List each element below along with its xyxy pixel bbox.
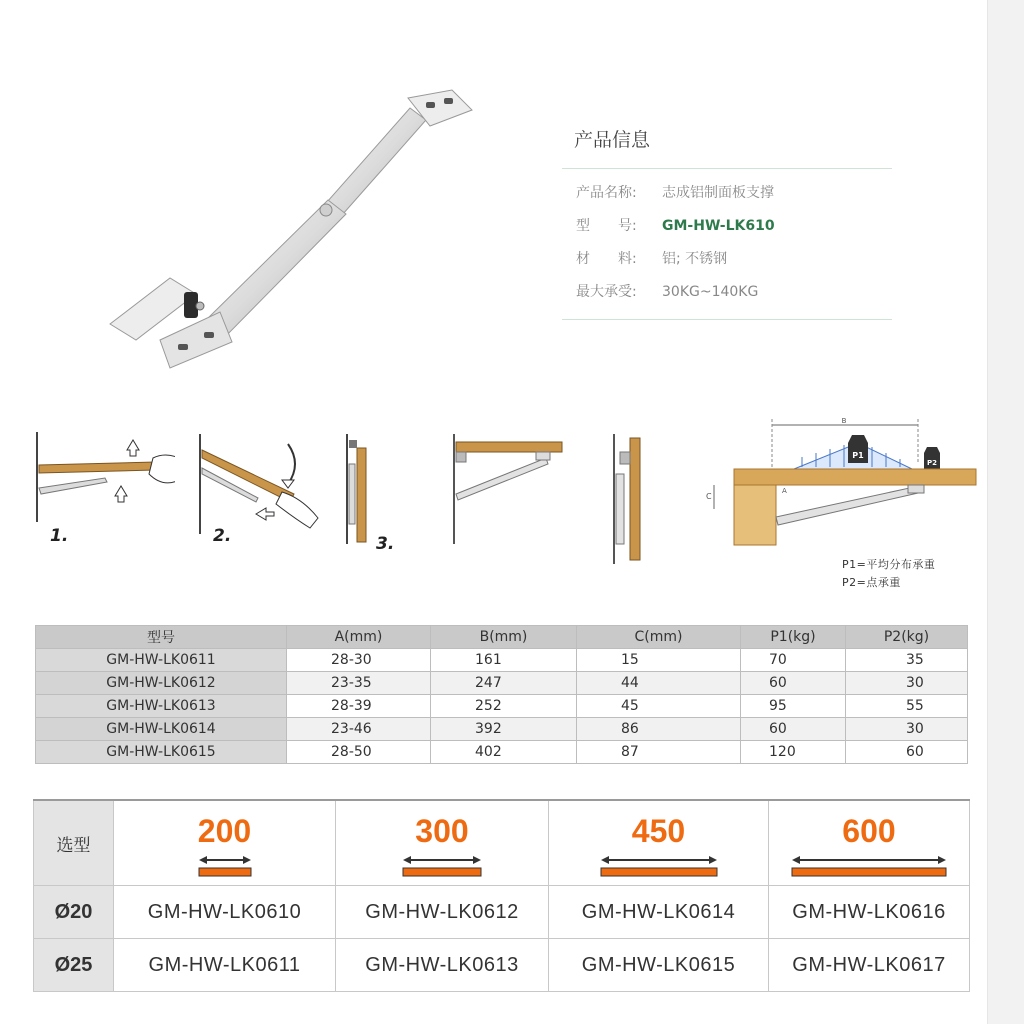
load-note-line-2: P2=点承重 [842,576,901,589]
cell-p2: 55 [846,695,968,718]
model-cell: GM-HW-LK0612 [336,886,549,939]
arrow-head-icon [938,856,946,864]
cell-a: 28-39 [287,695,431,718]
label-c: C [706,492,712,501]
info-label: 最大承受: [576,284,637,300]
cell-p2: 60 [846,741,968,764]
table-row [36,672,968,695]
diameter-row-20 [34,886,970,939]
cell-p2: 35 [846,649,968,672]
model-cell: GM-HW-LK0613 [336,939,549,992]
arrow-head-icon [199,856,207,864]
cell-p1: 120 [741,741,846,764]
size-value: 300 [415,813,469,849]
product-info-title: 产品信息 [574,129,651,151]
selection-table [33,799,970,992]
install-step-2-illustration [198,434,328,534]
spec-header-c: C(mm) [577,626,741,649]
diameter-row-25 [34,939,970,992]
table-row [36,695,968,718]
step-number-2: 2. [213,526,232,546]
length-bar [403,868,481,876]
arrow-head-icon [601,856,609,864]
label-a: A [782,487,787,495]
open-state-diagram [450,434,565,544]
cell-b: 247 [431,672,577,695]
label-p2: P2 [926,459,938,467]
info-value: 30KG~140KG [662,284,759,300]
size-value: 200 [197,813,252,849]
arrow-head-icon [792,856,800,864]
cell-c: 45 [577,695,741,718]
size-value: 450 [631,813,686,849]
cell-p2: 30 [846,672,968,695]
model-cell: GM-HW-LK0617 [769,939,970,992]
length-indicator-graphic [342,853,542,879]
step-number-3: 3. [376,534,395,554]
size-cell-450 [549,800,769,886]
cell-p2: 30 [846,718,968,741]
arrow-head-icon [243,856,251,864]
diameter-label: Ø25 [34,939,114,992]
model-cell: GM-HW-LK0615 [549,939,769,992]
model-cell: GM-HW-LK0610 [114,886,336,939]
cell-c: 87 [577,741,741,764]
spec-header-b: B(mm) [431,626,577,649]
size-row [34,800,970,886]
arrow-head-icon [473,856,481,864]
size-cell-200 [114,800,336,886]
cell-c: 44 [577,672,741,695]
cell-c: 86 [577,718,741,741]
table-row [36,649,968,672]
cell-p1: 60 [741,718,846,741]
cell-a: 23-35 [287,672,431,695]
install-step-3-illustration [343,434,383,544]
load-diagram [698,413,978,553]
model-cell: GM-HW-LK0611 [114,939,336,992]
length-indicator-graphic [769,853,969,879]
cell-p1: 95 [741,695,846,718]
info-row-max-load [562,276,892,309]
info-value: 志成铝制面板支撑 [662,185,774,201]
spec-table [35,625,968,764]
load-note-line-1: P1=平均分布承重 [842,558,936,571]
cell-b: 161 [431,649,577,672]
spec-header-a: A(mm) [287,626,431,649]
info-row-material [562,243,892,276]
length-indicator-graphic [125,853,325,879]
cell-b: 392 [431,718,577,741]
info-label: 材 料: [576,251,637,267]
model-cell: GM-HW-LK0616 [769,886,970,939]
cell-model: GM-HW-LK0611 [36,649,287,672]
size-cell-300 [336,800,549,886]
product-info-panel [562,120,892,320]
info-label: 型 号: [576,218,637,234]
info-value: 铝; 不锈钢 [662,251,728,267]
diameter-label: Ø20 [34,886,114,939]
load-legend-note [842,556,935,592]
page-edge-strip [988,0,1024,1024]
cell-c: 15 [577,649,741,672]
product-photo [100,80,500,380]
length-bar [601,868,717,876]
cell-model: GM-HW-LK0613 [36,695,287,718]
selection-corner-label: 选型 [34,800,114,886]
label-b: B [841,417,847,425]
info-value: GM-HW-LK610 [662,218,775,234]
model-cell: GM-HW-LK0614 [549,886,769,939]
install-step-1-illustration [35,432,175,522]
size-cell-600 [769,800,970,886]
info-label: 产品名称: [576,185,637,201]
cell-b: 402 [431,741,577,764]
arrow-head-icon [403,856,411,864]
table-row [36,741,968,764]
cell-model: GM-HW-LK0615 [36,741,287,764]
folded-state-diagram [610,434,650,564]
cell-p1: 60 [741,672,846,695]
info-row-model [562,210,892,243]
label-p1: P1 [852,451,864,460]
cell-a: 23-46 [287,718,431,741]
cell-a: 28-50 [287,741,431,764]
spec-table-header-row [36,626,968,649]
divider [562,319,892,320]
cell-p1: 70 [741,649,846,672]
length-bar [199,868,251,876]
arrow-head-icon [709,856,717,864]
step-number-1: 1. [50,526,69,546]
info-row-name [562,177,892,210]
cell-model: GM-HW-LK0612 [36,672,287,695]
length-bar [792,868,946,876]
table-row [36,718,968,741]
cell-model: GM-HW-LK0614 [36,718,287,741]
length-indicator-graphic [559,853,759,879]
spec-header-p1: P1(kg) [741,626,846,649]
spec-header-p2: P2(kg) [846,626,968,649]
size-value: 600 [842,813,896,849]
cell-a: 28-30 [287,649,431,672]
spec-header-model: 型号 [36,626,287,649]
cell-b: 252 [431,695,577,718]
